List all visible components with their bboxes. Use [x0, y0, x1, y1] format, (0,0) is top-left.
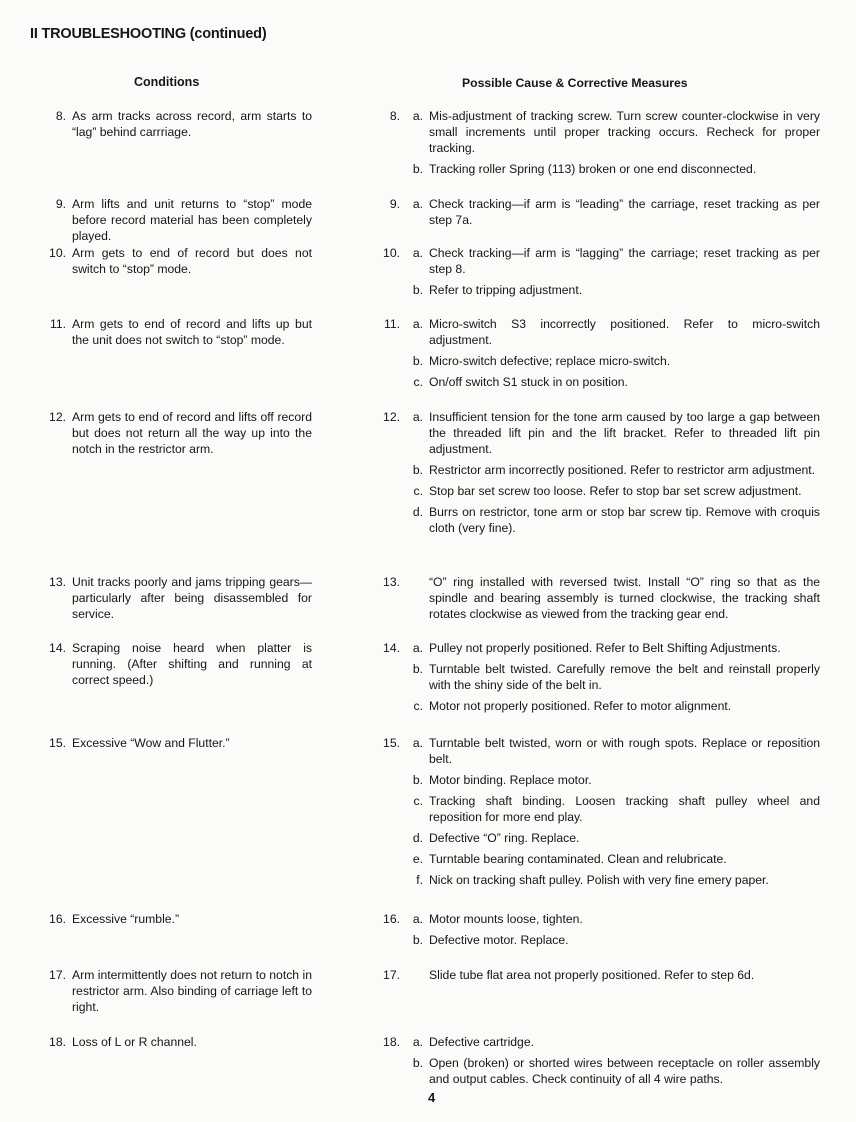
condition-text: Arm gets to end of record and lifts off record but does not return all the way up into the notch in the restrictor arm.: [72, 410, 312, 456]
condition-cell: [36, 967, 312, 1015]
cause-number: 14.: [383, 641, 400, 655]
cause-item: [366, 161, 820, 177]
cause-text: Open (broken) or shorted wires between receptacle on roller assembly and output cables. Check continuity of all 4 wire paths.: [429, 1056, 820, 1086]
cause-item: [366, 196, 820, 228]
condition-number: 11.: [49, 317, 66, 331]
cause-list: [366, 1034, 820, 1092]
cause-letter: b.: [412, 162, 423, 176]
condition-text: Unit tracks poorly and jams tripping gears—particularly after being disassembled for service.: [72, 575, 312, 621]
cause-text: Defective motor. Replace.: [429, 933, 569, 947]
cause-letter: c.: [413, 699, 423, 713]
cause-text: Tracking shaft binding. Loosen tracking shaft pulley wheel and reposition for more end play.: [429, 794, 820, 824]
condition-text: Loss of L or R channel.: [72, 1035, 197, 1049]
cause-text: Micro-switch defective; replace micro-switch.: [429, 354, 671, 368]
cause-list: [366, 245, 820, 303]
cause-number: 13.: [383, 575, 400, 589]
cause-letter: b.: [412, 463, 423, 477]
condition-text: Excessive “Wow and Flutter.”: [72, 736, 230, 750]
cause-letter: d.: [412, 831, 423, 845]
cause-number: 17.: [383, 968, 400, 982]
cause-item: [366, 483, 820, 499]
cause-text: Nick on tracking shaft pulley. Polish with very fine emery paper.: [429, 873, 769, 887]
cause-text: Motor binding. Replace motor.: [429, 773, 592, 787]
cause-item: [366, 967, 820, 983]
causes-header: Possible Cause & Corrective Measures: [462, 76, 688, 90]
cause-number: [366, 483, 403, 499]
cause-letter: b.: [412, 354, 423, 368]
cause-item: [366, 316, 820, 348]
condition-text: Arm lifts and unit returns to “stop” mode before record material has been completely played.: [72, 197, 312, 243]
cause-text: Mis-adjustment of tracking screw. Turn screw counter-clockwise in very small increments until proper tracking occurs. Recheck for proper tracking.: [429, 109, 820, 155]
cause-number: [366, 161, 403, 177]
condition-text: As arm tracks across record, arm starts to “lag” behind carrriage.: [72, 109, 312, 139]
cause-letter: b.: [412, 933, 423, 947]
cause-number: [366, 772, 403, 788]
cause-list: [366, 316, 820, 395]
condition-cell: [36, 574, 312, 622]
condition-cell: [36, 245, 312, 277]
cause-list: [366, 108, 820, 182]
condition-text: Arm intermittently does not return to notch in restrictor arm. Also binding of carriage left to right.: [72, 968, 312, 1014]
cause-number: 11.: [383, 317, 400, 331]
condition-number: 13.: [49, 575, 66, 589]
cause-text: Turntable bearing contaminated. Clean and relubricate.: [429, 852, 727, 866]
cause-text: Slide tube flat area not properly positioned. Refer to step 6d.: [429, 968, 755, 982]
cause-item: [366, 911, 820, 927]
condition-text: Arm gets to end of record and lifts up but the unit does not switch to “stop” mode.: [72, 317, 312, 347]
cause-item: [366, 504, 820, 536]
cause-text: On/off switch S1 stuck in on position.: [429, 375, 628, 389]
cause-letter: c.: [413, 484, 423, 498]
cause-number: 16.: [383, 912, 400, 926]
condition-number: 18.: [49, 1035, 66, 1049]
cause-number: 10.: [383, 246, 400, 260]
cause-number: [366, 374, 403, 390]
cause-list: [366, 911, 820, 953]
cause-text: Refer to tripping adjustment.: [429, 283, 583, 297]
cause-letter: a.: [412, 410, 423, 424]
cause-letter: f.: [416, 873, 423, 887]
cause-list: [366, 409, 820, 541]
cause-letter: b.: [412, 1056, 423, 1070]
condition-cell: [36, 108, 312, 140]
conditions-header: Conditions: [134, 75, 200, 89]
cause-text: Micro-switch S3 incorrectly positioned. Refer to micro-switch adjustment.: [429, 317, 820, 347]
cause-item: [366, 574, 820, 622]
cause-item: [366, 245, 820, 277]
cause-number: [366, 353, 403, 369]
condition-number: 8.: [55, 109, 66, 123]
condition-cell: [36, 316, 312, 348]
condition-number: 17.: [49, 968, 66, 982]
condition-number: 16.: [49, 912, 66, 926]
cause-text: Check tracking—if arm is “leading” the carriage, reset tracking as per step 7a.: [429, 197, 820, 227]
cause-text: Turntable belt twisted, worn or with rough spots. Replace or reposition belt.: [429, 736, 820, 766]
cause-text: Restrictor arm incorrectly positioned. Refer to restrictor arm adjustment.: [429, 463, 816, 477]
condition-text: Excessive “rumble.”: [72, 912, 180, 926]
cause-number: 15.: [383, 736, 400, 750]
cause-letter: b.: [412, 773, 423, 787]
cause-item: [366, 793, 820, 825]
cause-item: [366, 735, 820, 767]
cause-letter: b.: [412, 662, 423, 676]
cause-number: [366, 282, 403, 298]
cause-item: [366, 282, 820, 298]
cause-number: [366, 1055, 403, 1087]
cause-letter: a.: [412, 197, 423, 211]
cause-letter: a.: [412, 246, 423, 260]
condition-number: 12.: [49, 410, 66, 424]
cause-number: 9.: [389, 197, 400, 211]
cause-item: [366, 353, 820, 369]
cause-list: [366, 196, 820, 233]
page-number: 4: [428, 1090, 436, 1105]
cause-text: “O” ring installed with reversed twist. Install “O” ring so that as the spindle and bearing assembly is turned clockwise, the tracking shaft rotates clockwise as viewed from the tracking gear end.: [429, 575, 820, 621]
cause-item: [366, 640, 820, 656]
cause-list: [366, 640, 820, 719]
cause-number: 18.: [383, 1035, 400, 1049]
cause-text: Insufficient tension for the tone arm caused by too large a gap between the threaded lift pin and the lift bracket. Refer to threaded lift pin adjustment.: [429, 410, 820, 456]
condition-cell: [36, 911, 312, 927]
condition-number: 15.: [49, 736, 66, 750]
cause-item: [366, 772, 820, 788]
cause-number: [366, 698, 403, 714]
cause-text: Motor mounts loose, tighten.: [429, 912, 583, 926]
condition-cell: [36, 640, 312, 688]
cause-letter: a.: [412, 736, 423, 750]
condition-cell: [36, 409, 312, 457]
cause-item: [366, 698, 820, 714]
cause-letter: c.: [413, 794, 423, 808]
cause-number: [366, 462, 403, 478]
cause-letter: e.: [412, 852, 423, 866]
condition-number: 14.: [49, 641, 66, 655]
cause-item: [366, 932, 820, 948]
cause-letter: a.: [412, 912, 423, 926]
cause-number: [366, 504, 403, 536]
cause-text: Pulley not properly positioned. Refer to Belt Shifting Adjustments.: [429, 641, 781, 655]
condition-text: Arm gets to end of record but does not switch to “stop” mode.: [72, 246, 312, 276]
cause-text: Defective “O” ring. Replace.: [429, 831, 580, 845]
condition-cell: [36, 196, 312, 244]
condition-number: 10.: [49, 246, 66, 260]
cause-text: Turntable belt twisted. Carefully remove the belt and reinstall properly with the shiny side of the belt in.: [429, 662, 820, 692]
cause-number: 12.: [383, 410, 400, 424]
cause-text: Burrs on restrictor, tone arm or stop bar screw tip. Remove with croquis cloth (very fine).: [429, 505, 820, 535]
cause-text: Motor not properly positioned. Refer to motor alignment.: [429, 699, 732, 713]
condition-number: 9.: [55, 197, 66, 211]
cause-list: [366, 735, 820, 893]
cause-letter: c.: [413, 375, 423, 389]
cause-item: [366, 462, 820, 478]
cause-letter: a.: [412, 109, 423, 123]
cause-list: [366, 967, 820, 988]
condition-text: Scraping noise heard when platter is running. (After shifting and running at correct speed.): [72, 641, 312, 687]
cause-list: [366, 574, 820, 627]
cause-number: [366, 851, 403, 867]
condition-cell: [36, 1034, 312, 1050]
cause-number: [366, 830, 403, 846]
cause-number: [366, 932, 403, 948]
cause-letter: [403, 967, 429, 983]
cause-number: [366, 793, 403, 825]
cause-letter: [403, 574, 429, 622]
cause-text: Tracking roller Spring (113) broken or one end disconnected.: [429, 162, 757, 176]
condition-cell: [36, 735, 312, 751]
cause-item: [366, 374, 820, 390]
cause-item: [366, 1055, 820, 1087]
cause-letter: a.: [412, 641, 423, 655]
cause-text: Stop bar set screw too loose. Refer to stop bar set screw adjustment.: [429, 484, 802, 498]
cause-number: 8.: [389, 109, 400, 123]
cause-item: [366, 409, 820, 457]
cause-letter: b.: [412, 283, 423, 297]
cause-number: [366, 661, 403, 693]
cause-item: [366, 1034, 820, 1050]
cause-item: [366, 851, 820, 867]
cause-letter: d.: [412, 505, 423, 519]
cause-letter: a.: [412, 317, 423, 331]
section-title: II TROUBLESHOOTING (continued): [30, 26, 267, 42]
cause-text: Check tracking—if arm is “lagging” the carriage; reset tracking as per step 8.: [429, 246, 820, 276]
cause-item: [366, 872, 820, 888]
cause-number: [366, 872, 403, 888]
cause-item: [366, 661, 820, 693]
cause-letter: a.: [412, 1035, 423, 1049]
cause-item: [366, 108, 820, 156]
cause-text: Defective cartridge.: [429, 1035, 534, 1049]
cause-item: [366, 830, 820, 846]
